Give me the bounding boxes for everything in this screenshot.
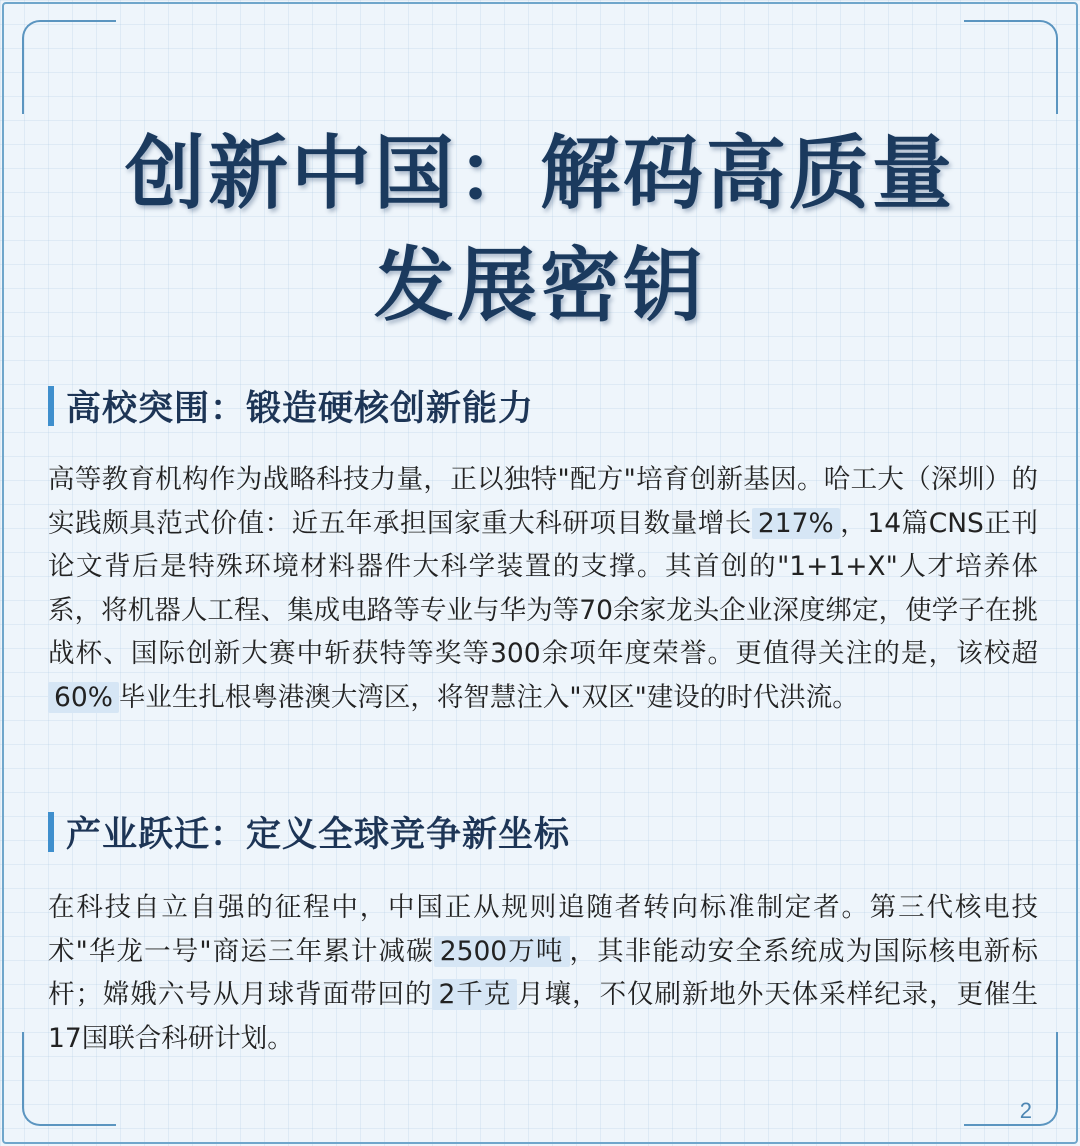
section-heading-text: 高校突围：锻造硬核创新能力 bbox=[66, 389, 535, 429]
highlight-stat: 2500万吨 bbox=[434, 936, 570, 967]
highlight-stat: 217% bbox=[752, 508, 840, 539]
highlight-stat: 2千克 bbox=[432, 979, 517, 1010]
paragraph-text: 毕业生扎根粤港澳大湾区，将智慧注入"双区"建设的时代洪流。 bbox=[118, 681, 859, 713]
corner-bracket-top-left bbox=[22, 20, 116, 114]
paragraph-text: ，其非能动安全系统成为国际核电新标杆；嫦娥六号从月球背面带回的 bbox=[48, 935, 1038, 1010]
page-title bbox=[0, 118, 1080, 342]
paragraph-text: 高等教育机构作为战略科技力量，正以独特"配方"培育创新基因。哈工大（深圳）的实践颇具范式价值：近五年承担国家重大科研项目数量增长 bbox=[48, 464, 1038, 539]
heading-accent-bar bbox=[48, 812, 54, 852]
section-heading-industry bbox=[48, 809, 570, 855]
page-number: 2 bbox=[1019, 1098, 1032, 1123]
corner-bracket-top-right bbox=[964, 20, 1058, 114]
highlight-stat: 60% bbox=[48, 682, 119, 713]
title-line-1: 创新中国：解码高质量 bbox=[125, 127, 955, 220]
title-line-2: 发展密钥 bbox=[374, 239, 706, 332]
section-paragraph-industry bbox=[48, 886, 1038, 1060]
section-paragraph-universities bbox=[48, 458, 1038, 719]
paragraph-text: ，14篇CNS正刊论文背后是特殊环境材料器件大科学装置的支撑。其首创的"1+1+X"人才培养体系，将机器人工程、集成电路等专业与华为等70余家龙头企业深度绑定，使学子在挑战杯、国际创新大赛中斩获特等奖等300余项年度荣誉。更值得关注的是，该校超 bbox=[48, 507, 1038, 669]
section-heading-text: 产业跃迁：定义全球竞争新坐标 bbox=[66, 815, 571, 855]
heading-accent-bar bbox=[48, 386, 54, 426]
section-heading-universities bbox=[48, 383, 534, 429]
paragraph-text: 月壤，不仅刷新地外天体采样纪录，更催生17国联合科研计划。 bbox=[48, 979, 1038, 1054]
paragraph-text: 在科技自立自强的征程中，中国正从规则追随者转向标准制定者。第三代核电技术"华龙一号"商运三年累计减碳 bbox=[48, 892, 1038, 967]
